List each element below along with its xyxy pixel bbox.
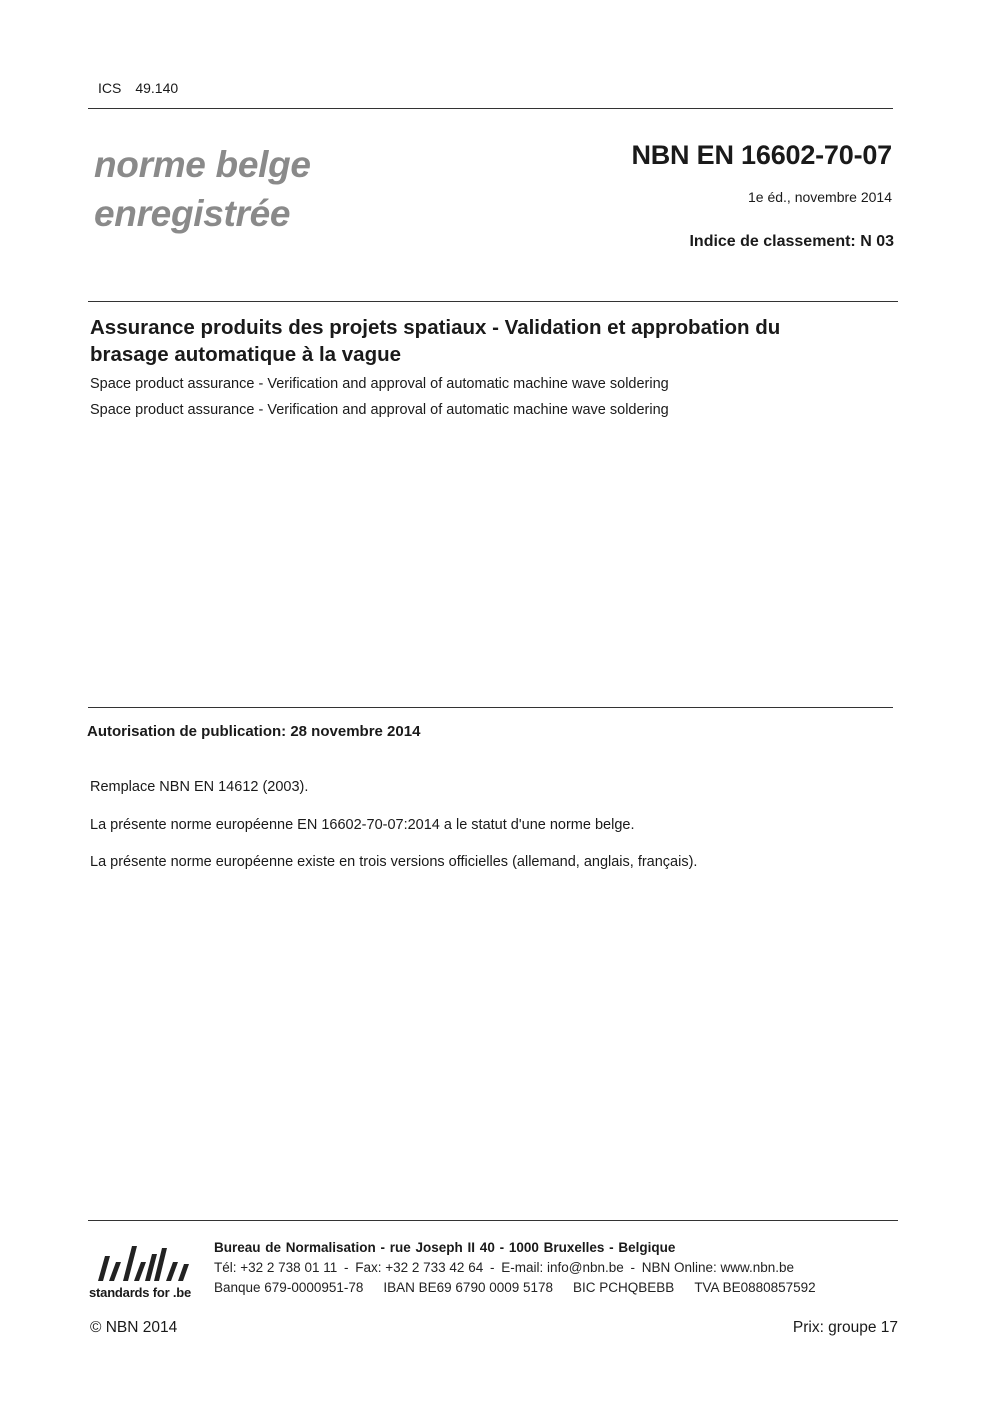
phone-number: Tél: +32 2 738 01 11 [214, 1260, 338, 1275]
nbn-address: Bureau de Normalisation - rue Joseph II 40 - 1000 Bruxelles - Belgique [214, 1240, 676, 1255]
website-link: NBN Online: www.nbn.be [641, 1260, 795, 1275]
title-divider [88, 301, 898, 302]
status-note: La présente norme européenne EN 16602-70-07:2014 a le statut d'une norme belge. [90, 817, 635, 833]
body-divider [88, 707, 893, 708]
ics-classification [98, 80, 192, 96]
brand-line-2: enregistrée [94, 193, 291, 234]
copyright: © NBN 2014 [90, 1319, 178, 1336]
contact-line: Tél: +32 2 738 01 11 - Fax: +32 2 733 42 64 - E-mail: info@nbn.be - NBN Online: www.nbn.be [214, 1260, 795, 1275]
email-address: E-mail: info@nbn.be [501, 1260, 624, 1275]
replaces-note: Remplace NBN EN 14612 (2003). [90, 779, 309, 795]
logo-tagline: standards for .be [89, 1285, 192, 1300]
ics-label: ICS [98, 80, 122, 96]
title-french-line-1: Assurance produits des projets spatiaux - Validation et approbation du [90, 316, 781, 339]
ics-code: 49.140 [135, 80, 179, 96]
top-divider [88, 108, 893, 109]
standard-number: NBN EN 16602-70-07 [631, 140, 892, 170]
footer-divider [88, 1220, 898, 1221]
fax-number: Fax: +32 2 733 42 64 [355, 1260, 484, 1275]
bic: BIC PCHQBEBB [573, 1280, 675, 1295]
title-english-repeat: Space product assurance - Verification and approval of automatic machine wave soldering [90, 402, 669, 418]
brand-title [94, 140, 311, 238]
classification-index: Indice de classement: N 03 [689, 233, 894, 250]
bank-line [214, 1280, 816, 1295]
price-group: Prix: groupe 17 [792, 1319, 898, 1336]
publication-authorisation: Autorisation de publication: 28 novembre 2014 [87, 723, 421, 740]
edition-date: 1e éd., novembre 2014 [748, 189, 892, 205]
brand-line-1: norme belge [94, 144, 311, 185]
iban: IBAN BE69 6790 0009 5178 [383, 1280, 554, 1295]
vat-number: TVA BE0880857592 [694, 1280, 816, 1295]
versions-note: La présente norme européenne existe en trois versions officielles (allemand, anglais, français). [90, 854, 698, 870]
title-french [90, 314, 900, 368]
bank-account: Banque 679-0000951-78 [214, 1280, 364, 1295]
title-english: Space product assurance - Verification and approval of automatic machine wave soldering [90, 376, 669, 392]
title-french-line-2: brasage automatique à la vague [90, 343, 402, 366]
